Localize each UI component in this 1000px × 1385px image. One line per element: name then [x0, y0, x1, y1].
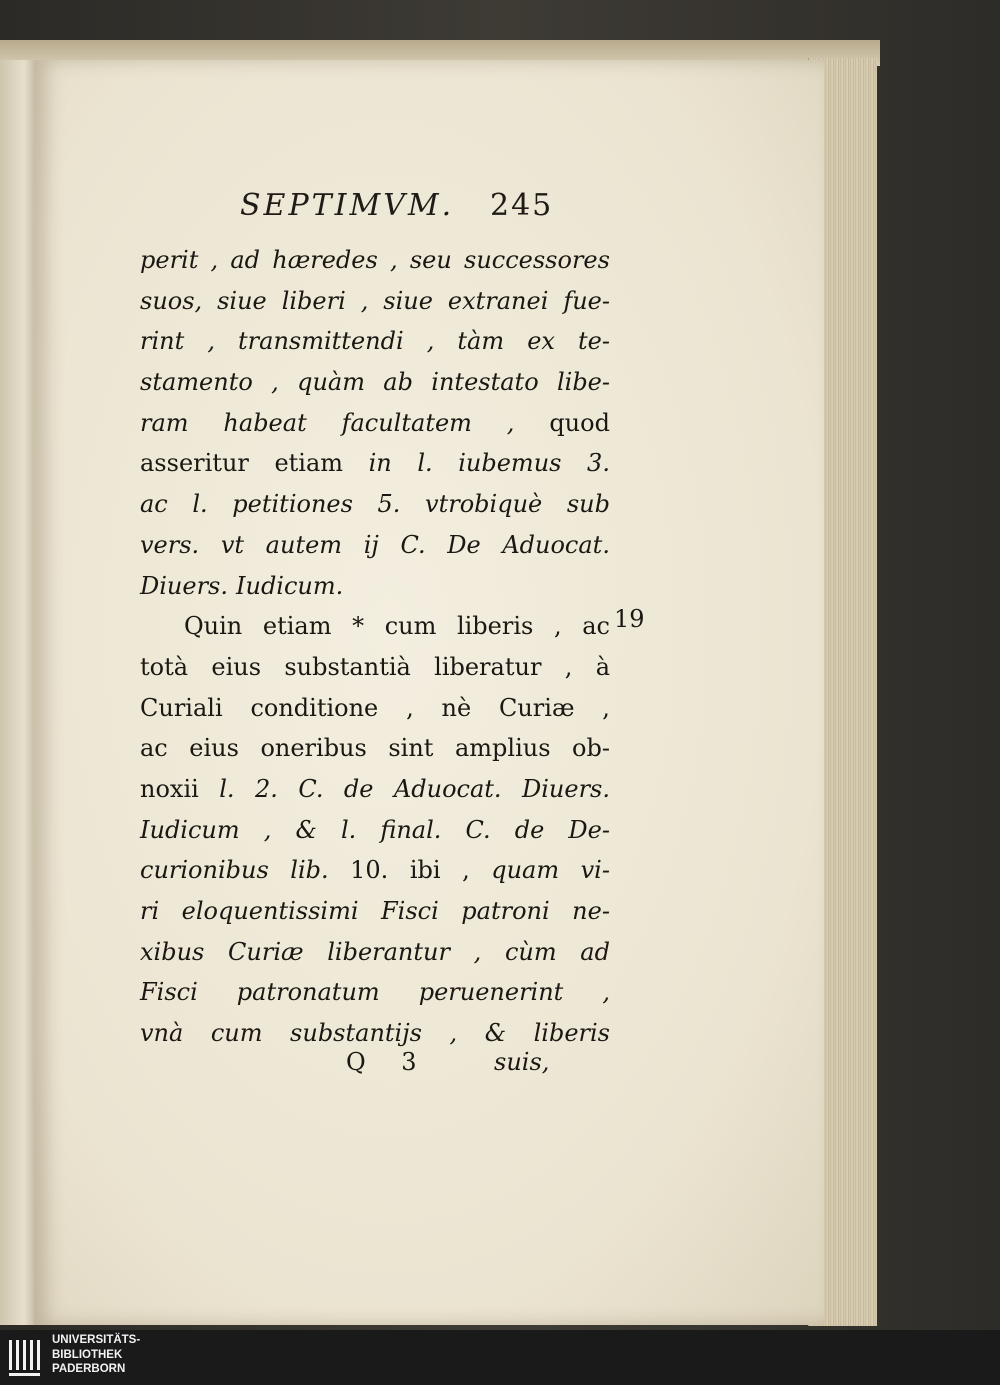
text-word: Aduocat.	[393, 774, 502, 803]
text-word: l.	[417, 449, 433, 478]
text-line	[140, 728, 610, 769]
text-word: stamento	[140, 368, 253, 397]
text-line	[140, 321, 610, 362]
text-word: l.	[340, 815, 357, 844]
text-word: habeat	[223, 408, 307, 437]
text-word: fue-	[563, 286, 610, 315]
text-line	[140, 769, 610, 810]
text-line	[140, 281, 610, 322]
text-word: vnà	[140, 1019, 184, 1048]
text-word: Diuers.	[521, 774, 610, 803]
text-word: liberi	[281, 286, 346, 315]
text-word: ,	[473, 937, 482, 966]
text-word: ob-	[572, 734, 610, 763]
text-word: ram	[140, 408, 189, 437]
text-word: 3.	[587, 449, 610, 478]
text-word: Fisci	[381, 897, 439, 925]
text-word: ,	[263, 815, 272, 844]
text-word: Iudicum	[140, 815, 240, 844]
text-word: cum	[384, 612, 437, 641]
text-word: ,	[602, 978, 610, 1007]
text-word: ac	[582, 612, 610, 641]
text-word: conditione	[250, 693, 379, 722]
text-word: liberantur	[327, 937, 450, 966]
text-word: Iudicum.	[236, 571, 344, 600]
text-word: oneribus	[260, 734, 367, 763]
text-word: Curiæ	[228, 937, 304, 966]
text-line	[140, 647, 610, 688]
text-word: petitiones	[232, 490, 353, 519]
text-word: liberatur	[434, 652, 542, 681]
text-word: ri	[140, 897, 160, 925]
text-word: hæredes	[272, 246, 378, 274]
text-line	[140, 810, 610, 851]
text-word: suos,	[140, 286, 203, 315]
page-number: 245	[490, 188, 554, 223]
text-word: C.	[465, 815, 491, 844]
text-word: etiam	[274, 449, 344, 478]
text-word: vi-	[580, 856, 610, 885]
text-word: de	[343, 774, 374, 803]
text-word: amplius	[454, 734, 551, 763]
text-word: patronatum	[236, 978, 380, 1007]
text-word: te-	[578, 327, 610, 356]
page-footer	[0, 1048, 1000, 1088]
text-word: sub	[566, 490, 610, 519]
text-word: &	[295, 815, 317, 844]
text-line	[140, 362, 610, 403]
text-word: l.	[192, 490, 208, 519]
text-word: perit	[140, 246, 199, 274]
text-line	[140, 240, 610, 281]
body-text	[140, 240, 610, 1054]
text-word: vers.	[140, 530, 200, 559]
text-word: De	[447, 530, 481, 559]
text-word: ad	[580, 937, 610, 966]
text-word: l.	[219, 774, 235, 803]
text-word: Diuers.	[140, 571, 228, 600]
text-word: autem	[265, 530, 343, 559]
text-word: successores	[464, 246, 610, 274]
text-word: ,	[426, 327, 435, 356]
text-word: &	[484, 1019, 507, 1048]
text-word: eloquentissimi	[181, 897, 359, 925]
catchword: suis,	[494, 1048, 550, 1076]
text-line	[140, 525, 610, 566]
text-word: noxii	[140, 774, 199, 803]
text-word: asseritur	[140, 449, 249, 478]
text-word: ij	[363, 530, 379, 559]
text-word: ac	[140, 490, 168, 519]
text-word: quàm	[297, 368, 365, 397]
text-word: Aduocat.	[502, 530, 610, 559]
text-word: ,	[564, 652, 573, 681]
text-word: quod	[549, 408, 610, 437]
text-word: liberis	[456, 612, 534, 641]
text-word: Curiali	[140, 693, 223, 722]
text-word: vt	[220, 530, 245, 559]
text-word: siue	[217, 286, 267, 315]
text-line	[140, 932, 610, 973]
text-word: C.	[298, 774, 324, 803]
text-word: substantià	[284, 652, 411, 681]
text-word: Fisci	[140, 978, 198, 1007]
text-word: intestato	[431, 368, 539, 397]
text-word: Curiæ	[498, 693, 575, 722]
text-word: ibi	[409, 856, 441, 885]
text-word: cùm	[504, 937, 557, 966]
logo-line-1: UNIVERSITÄTS-	[52, 1334, 141, 1346]
text-word: ,	[360, 286, 369, 315]
running-head: SEPTIMVM.	[240, 188, 455, 223]
text-word: extranei	[447, 286, 549, 315]
signature-mark: Q 3	[346, 1048, 431, 1076]
text-word: nè	[441, 693, 472, 722]
text-word: quam	[491, 856, 560, 885]
text-word: De-	[568, 815, 610, 844]
library-logo-text	[52, 1333, 140, 1377]
text-line	[140, 891, 610, 932]
text-word: *	[352, 612, 365, 641]
text-word: à	[595, 652, 610, 681]
text-word: ac	[140, 734, 168, 763]
text-word: vtrobiquè	[425, 490, 543, 519]
text-line	[140, 443, 610, 484]
library-logo-icon	[6, 1336, 46, 1380]
text-word: cum	[210, 1019, 263, 1048]
text-word: C.	[400, 530, 426, 559]
text-line	[140, 850, 610, 891]
logo-line-3: PADERBORN	[52, 1363, 126, 1375]
text-word: ,	[390, 246, 398, 274]
text-line	[140, 972, 610, 1013]
text-word: ,	[553, 612, 562, 641]
text-word: rint	[140, 327, 185, 356]
text-word: ,	[207, 327, 215, 356]
text-word: Quin	[184, 612, 243, 641]
text-word: iubemus	[458, 449, 562, 478]
running-headline	[0, 188, 1000, 238]
text-word: eius	[211, 652, 262, 681]
text-word: lib.	[290, 856, 329, 885]
text-word: ,	[506, 408, 515, 437]
text-word: in	[368, 449, 392, 478]
text-word: ,	[271, 368, 279, 397]
text-word: ,	[449, 1019, 458, 1048]
text-word: transmittendi	[238, 327, 404, 356]
text-word: sint	[388, 734, 434, 763]
margin-note-number: 19	[614, 605, 645, 633]
text-word: final.	[380, 815, 442, 844]
text-word: libe-	[556, 368, 610, 397]
text-word: seu	[409, 246, 452, 274]
text-word: de	[514, 815, 545, 844]
text-word: peruenerint	[418, 978, 564, 1007]
text-word: ,	[406, 693, 414, 722]
text-word: ne-	[572, 897, 610, 925]
text-word: 5.	[377, 490, 401, 519]
text-word: liberis	[533, 1019, 610, 1048]
text-line	[140, 484, 610, 525]
text-word: eius	[189, 734, 239, 763]
text-word: patroni	[461, 897, 550, 925]
text-word: totà	[140, 652, 189, 681]
text-line	[140, 606, 610, 647]
text-word: ,	[462, 856, 470, 885]
text-line	[140, 688, 610, 729]
library-footer-bar	[0, 1330, 1000, 1385]
text-line	[140, 403, 610, 444]
text-word: ex	[527, 327, 555, 356]
text-word: curionibus	[140, 856, 269, 885]
text-word: ,	[210, 246, 219, 274]
text-word: etiam	[262, 612, 332, 641]
text-line	[140, 566, 610, 607]
text-word: ad	[230, 246, 261, 274]
text-word: facultatem	[341, 408, 472, 437]
text-word: xibus	[140, 937, 205, 966]
logo-line-2: BIBLIOTHEK	[52, 1348, 123, 1361]
text-word: substantijs	[290, 1019, 422, 1048]
text-word: ,	[602, 693, 610, 722]
text-word: 2.	[254, 774, 278, 803]
text-word: 10.	[350, 856, 389, 885]
text-word: siue	[383, 286, 433, 315]
text-word: tàm	[457, 327, 505, 356]
text-word: ab	[383, 368, 413, 397]
